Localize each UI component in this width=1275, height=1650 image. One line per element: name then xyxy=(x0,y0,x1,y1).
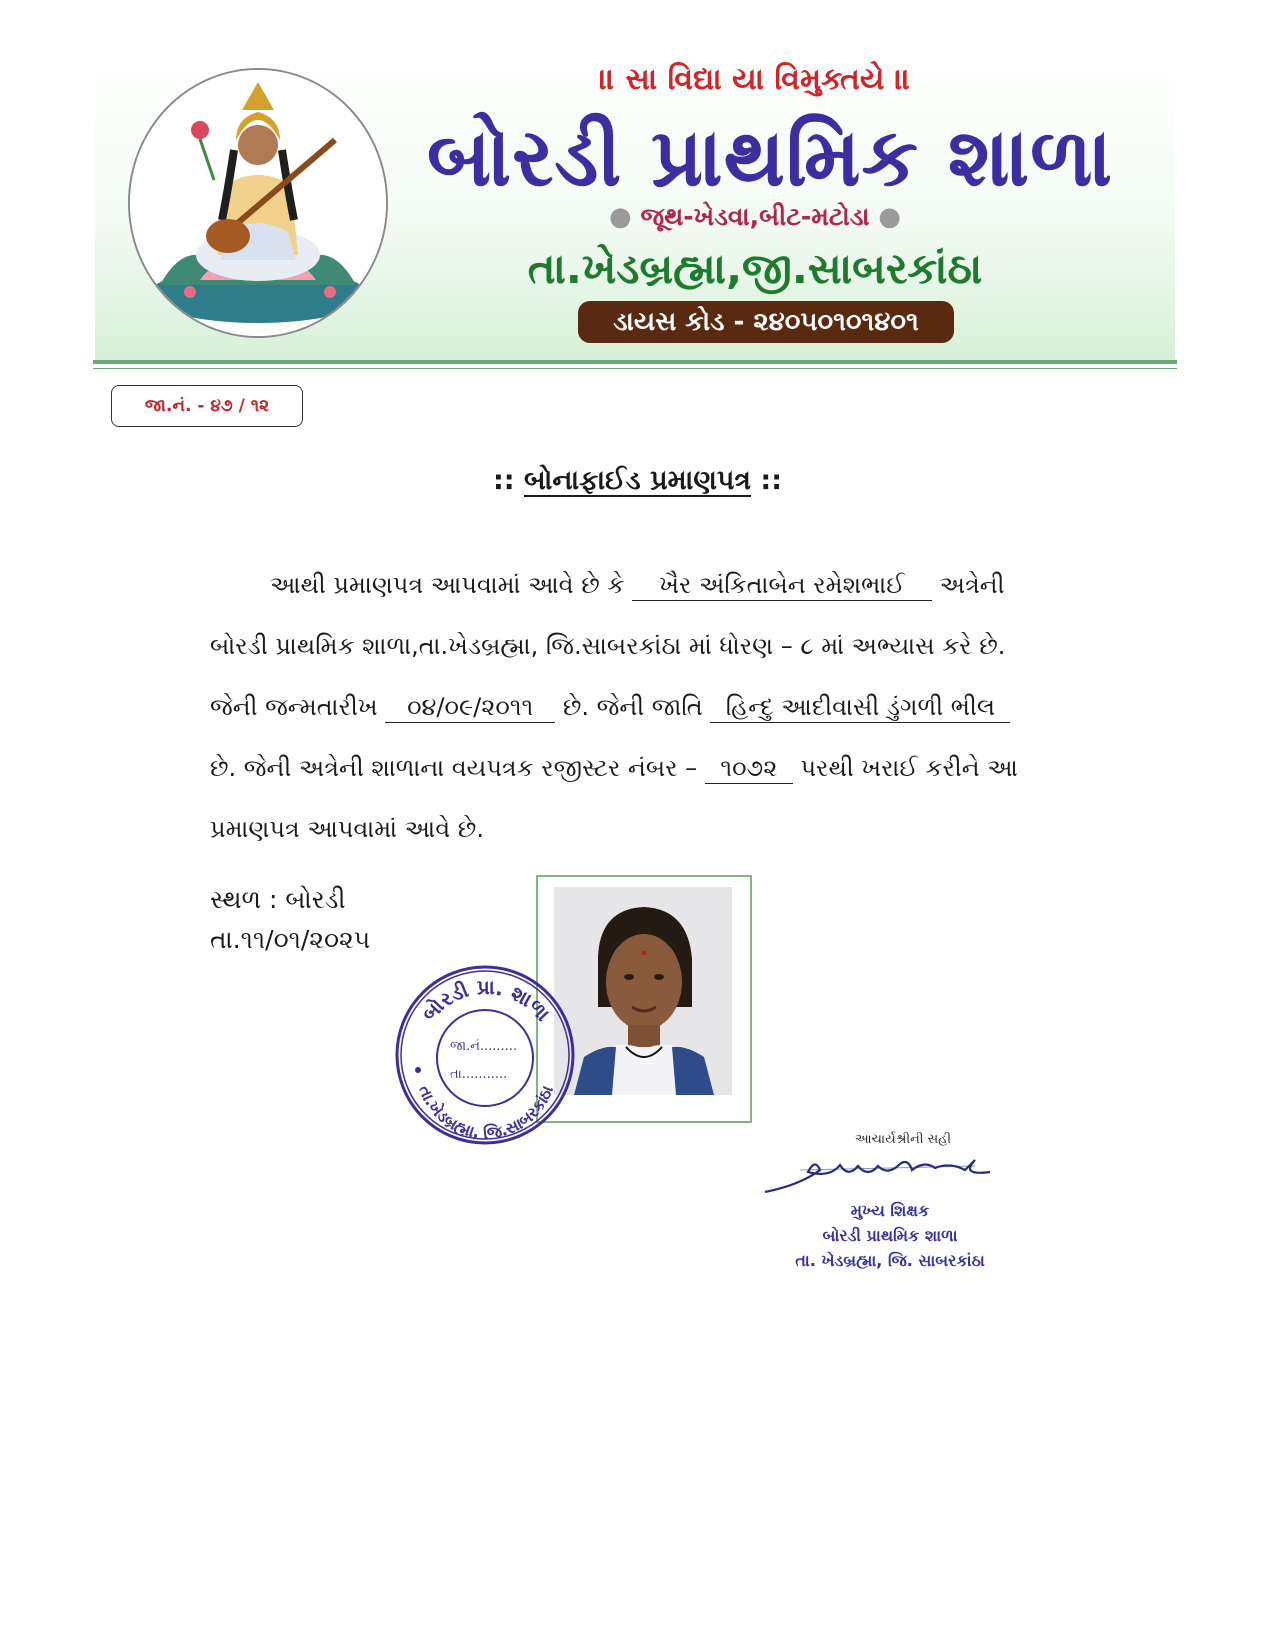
place-date xyxy=(210,880,370,960)
signatory-school: બોરડી પ્રાથમિક શાળા xyxy=(822,1226,958,1245)
body-text: છે. જેની જાતિ xyxy=(562,693,703,721)
signature-block xyxy=(760,1128,1040,1270)
stamp-bottom-text: તા.ખેડબ્રહ્મા, જિ.સાબરકાંઠા xyxy=(414,1082,558,1143)
bullet-dot-icon: ● xyxy=(609,202,632,232)
body-text: જેની જન્મતારીખ xyxy=(210,693,378,721)
cluster-text: જૂથ-ખેડવા,બીટ-મટોડા xyxy=(640,202,870,231)
bullet-dot-icon: ● xyxy=(878,202,901,232)
stamp-top-text: બોરડી પ્રા. શાળા xyxy=(416,974,556,1026)
certificate-title xyxy=(0,465,1275,497)
dise-code-badge: ડાયસ કોડ - ૨૪૦૫૦૧૦૧૪૦૧ xyxy=(578,301,954,343)
motto: ॥ સા વિદ્યા યા વિમુક્તયે ॥ xyxy=(599,62,911,97)
saraswati-logo xyxy=(128,68,388,338)
school-stamp xyxy=(390,960,580,1150)
cluster-line xyxy=(430,202,1080,232)
body-text: અત્રેની xyxy=(939,571,1005,599)
header-divider-thin xyxy=(93,368,1177,369)
place: સ્થળ : બોરડી xyxy=(210,885,346,914)
caste: હિન્દુ આદીવાસી ડુંગળી ભીલ xyxy=(710,692,1010,723)
student-photo xyxy=(554,887,732,1095)
body-text: બોરડી પ્રાથમિક શાળા,તા.ખેડબ્રહ્મા, જિ.સાબરકાંઠા માં ધોરણ – ૮ માં અભ્યાસ કરે છે. xyxy=(210,632,1006,660)
student-name: ખૈર અંકિતાબેન રમેશભાઈ xyxy=(632,570,932,601)
signatory-location: તા. ખેડબ્રહ્મા, જિ. સાબરકાંઠા xyxy=(795,1251,985,1270)
signature-caption: આચાર્યશ્રીની સહી xyxy=(855,1132,952,1147)
taluka-district: તા.ખેડબ્રહ્મા,જી.સાબરકાંઠા xyxy=(527,244,983,293)
stamp-inner-line2: તા........... xyxy=(450,1067,508,1082)
school-name: બોરડી પ્રાથમિક શાળા xyxy=(426,111,1114,204)
body-text: પરથી ખરાઈ કરીને આ xyxy=(800,754,1018,782)
title-text: બોનાફાઈડ પ્રમાણપત્ર xyxy=(524,465,751,496)
stamp-inner-line1: જા.નં......... xyxy=(450,1039,518,1054)
date-of-birth: ૦૪/૦૯/૨૦૧૧ xyxy=(385,692,555,723)
signatory-role: મુખ્ય શિક્ષક xyxy=(850,1201,930,1220)
body-text: પ્રમાણપત્ર આપવામાં આવે છે. xyxy=(210,815,484,843)
header-divider xyxy=(93,360,1177,364)
title-suffix: :: xyxy=(760,465,783,496)
signature-scribble xyxy=(760,1150,1020,1200)
body-text: છે. જેની અત્રેની શાળાના વયપત્રક રજીસ્ટર નંબર – xyxy=(210,754,698,782)
certificate-body xyxy=(210,555,1070,860)
reference-number: જા.નં. - ૪૭ / ૧૨ xyxy=(111,385,303,427)
register-number: ૧૦૭૨ xyxy=(705,753,793,784)
signatory-details xyxy=(760,1198,1020,1273)
svg-text:તા.ખેડબ્રહ્મા, જિ.સાબરકાંઠા xyxy=(415,1083,557,1143)
issue-date: તા.૧૧/૦૧/૨૦૨૫ xyxy=(210,925,371,954)
body-text: આથી પ્રમાણપત્ર આપવામાં આવે છે કે xyxy=(270,571,625,599)
title-prefix: :: xyxy=(492,465,515,496)
